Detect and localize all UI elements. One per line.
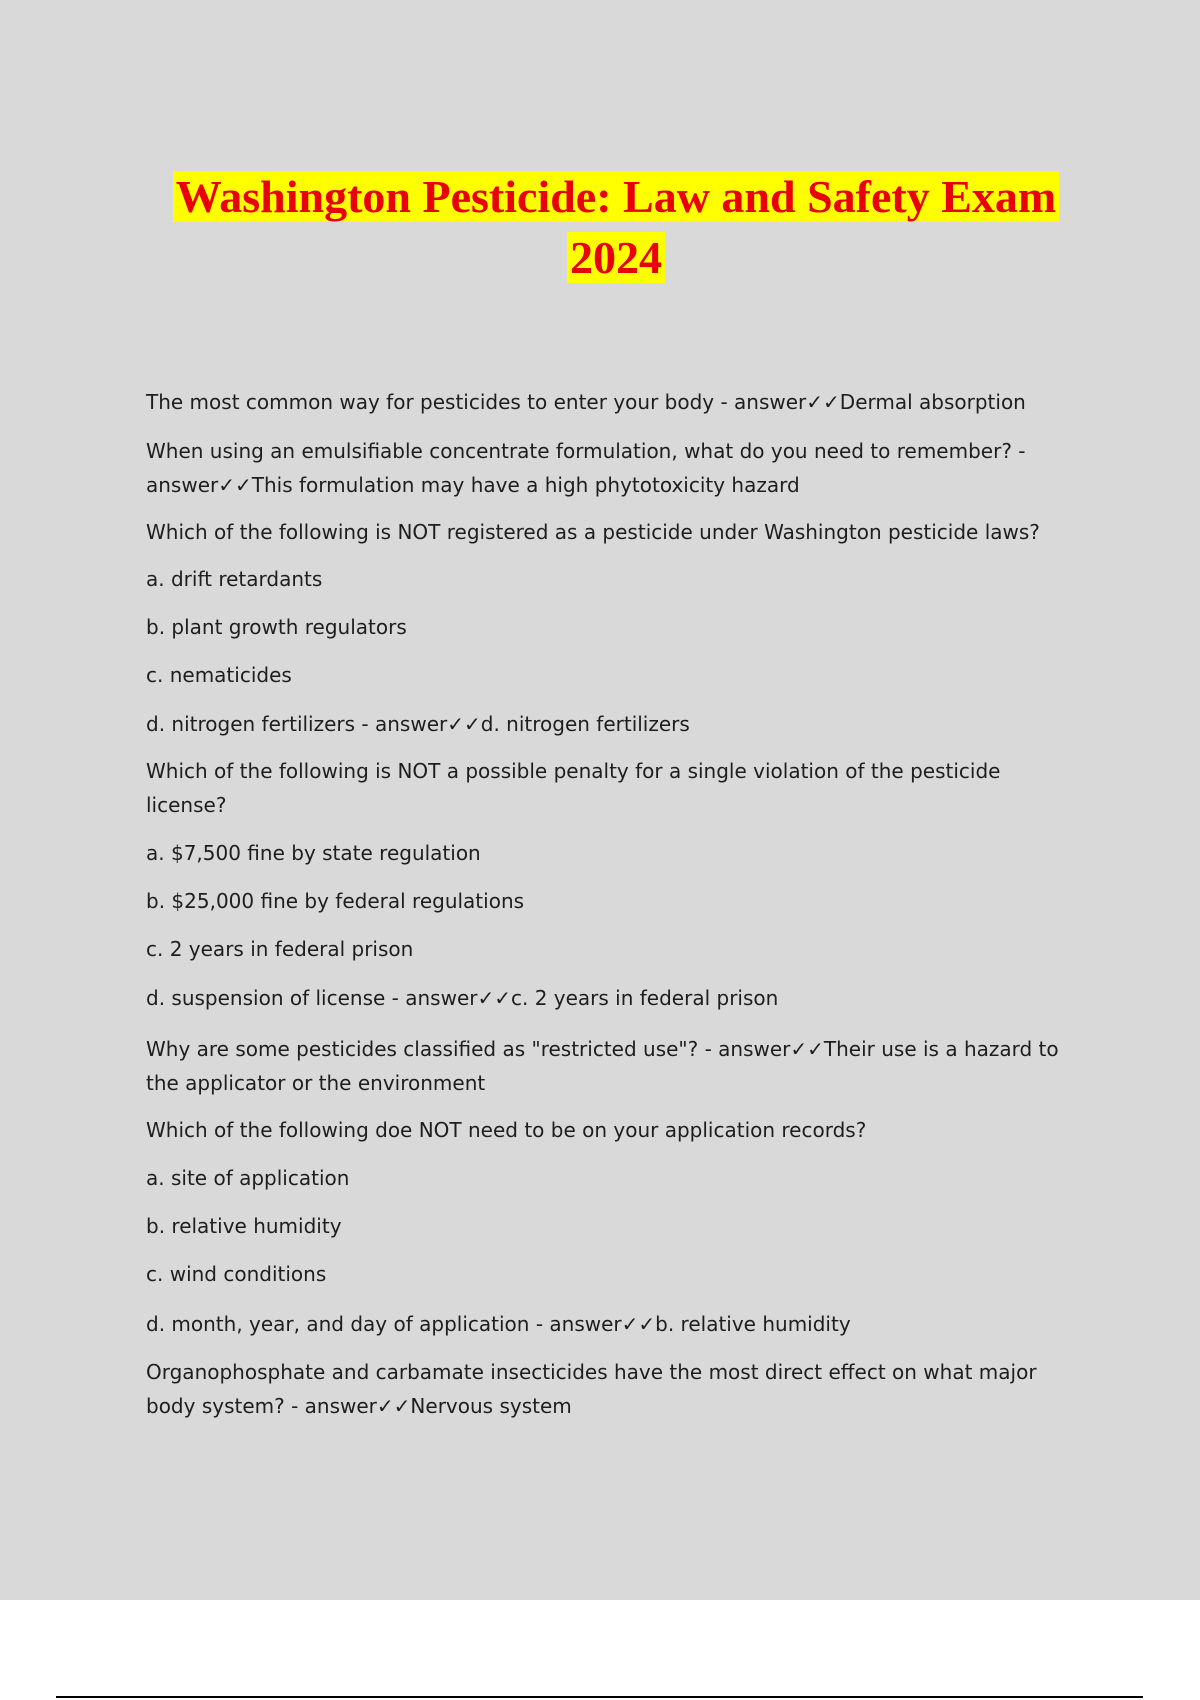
document-title (100, 166, 1132, 288)
qa-option: a. $7,500 fine by state regulation (146, 841, 481, 865)
qa-option: a. site of application (146, 1166, 350, 1190)
qa-item: Why are some pesticides classified as "restricted use"? - answer✓✓Their use is a hazard to the applicator or the environment (146, 1037, 1059, 1095)
qa-item: When using an emulsifiable concentrate formulation, what do you need to remember? - answer✓✓This formulation may have a high phytotoxicity hazard (146, 439, 1026, 497)
qa-option: d. suspension of license - answer✓✓c. 2 years in federal prison (146, 986, 779, 1010)
qa-item: Which of the following is NOT a possible penalty for a single violation of the pesticide license? (146, 759, 1001, 817)
qa-option: c. 2 years in federal prison (146, 937, 414, 961)
qa-option: b. relative humidity (146, 1214, 342, 1238)
qa-option: d. month, year, and day of application - answer✓✓b. relative humidity (146, 1312, 851, 1336)
footer-divider (56, 1696, 1143, 1698)
qa-option: d. nitrogen fertilizers - answer✓✓d. nitrogen fertilizers (146, 712, 690, 736)
title-line-2: 2024 (567, 232, 665, 283)
qa-option: a. drift retardants (146, 567, 323, 591)
qa-option: b. $25,000 fine by federal regulations (146, 889, 525, 913)
qa-option: c. wind conditions (146, 1262, 327, 1286)
qa-item: Organophosphate and carbamate insecticides have the most direct effect on what major body system? - answer✓✓Nervous system (146, 1360, 1037, 1418)
title-line-1: Washington Pesticide: Law and Safety Exam (173, 171, 1059, 222)
qa-option: b. plant growth regulators (146, 615, 407, 639)
qa-item: Which of the following doe NOT need to be on your application records? (146, 1118, 867, 1142)
qa-item: The most common way for pesticides to enter your body - answer✓✓Dermal absorption (146, 390, 1026, 414)
qa-option: c. nematicides (146, 663, 292, 687)
qa-item: Which of the following is NOT registered as a pesticide under Washington pesticide laws? (146, 520, 1040, 544)
qa-list (146, 385, 1086, 1423)
